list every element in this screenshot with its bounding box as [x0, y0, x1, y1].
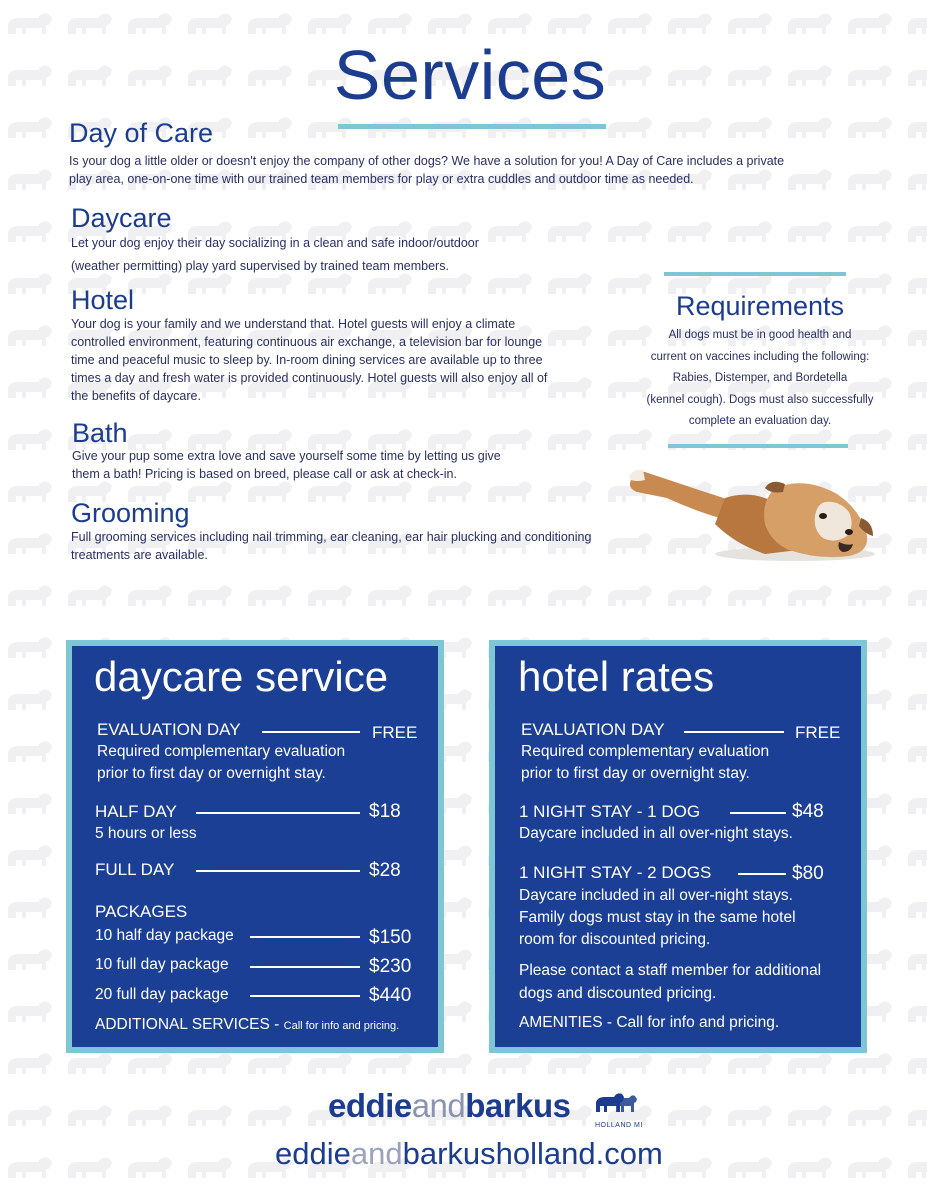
text-line: times a day and fresh water is provided continuously. Hotel guests will also enjoy all of	[71, 371, 548, 385]
package-price: $230	[369, 956, 412, 977]
dash-leader	[738, 873, 786, 875]
logo-subtitle: HOLLAND MI	[595, 1122, 643, 1129]
daycare-full-day-price: $28	[369, 860, 401, 881]
dash-leader	[250, 966, 360, 968]
dash-leader	[262, 731, 360, 733]
bulldog-photo	[625, 458, 880, 568]
dash-leader	[250, 995, 360, 997]
daycare-full-day-label: FULL DAY	[95, 860, 175, 879]
hotel-one-dog-desc: Daycare included in all over-night stays.	[519, 825, 793, 842]
daycare-half-day-price: $18	[369, 801, 401, 822]
hotel-evaluation-price: FREE	[795, 723, 841, 742]
logo-part: barkus	[465, 1087, 571, 1124]
dash-leader	[196, 812, 360, 814]
hotel-evaluation-label: EVALUATION DAY	[521, 720, 665, 739]
daycare-evaluation-desc-1: Required complementary evaluation	[97, 743, 346, 760]
text-line: (kennel cough). Dogs must also successfully	[646, 393, 874, 406]
dogs-logo-icon	[594, 1090, 638, 1116]
text-line: Let your dog enjoy their day socializing in a clean and safe indoor/outdoor	[71, 236, 479, 250]
page-title: Services	[333, 36, 607, 114]
requirements-bottom-rule	[668, 444, 848, 448]
hotel-one-dog-label: 1 NIGHT STAY - 1 DOG	[519, 802, 701, 821]
url-part: eddie	[275, 1136, 351, 1171]
text-line: treatments are available.	[71, 548, 208, 562]
hotel-evaluation-desc-2: prior to first day or overnight stay.	[521, 765, 750, 782]
service-heading-daycare: Daycare	[71, 203, 172, 233]
text-line: controlled environment, featuring continuous air exchange, a television bar for lounge	[71, 335, 543, 349]
hotel-two-dogs-label: 1 NIGHT STAY - 2 DOGS	[519, 863, 712, 882]
package-price: $150	[369, 927, 412, 948]
service-text-bath	[72, 447, 501, 483]
dash-leader	[250, 936, 360, 938]
hotel-contact-note-2: dogs and discounted pricing.	[519, 985, 717, 1002]
text-line: (weather permitting) play yard supervised by trained team members.	[71, 259, 449, 273]
daycare-half-day-label: HALF DAY	[95, 802, 177, 821]
text-line: time and peaceful music to sleep by. In-room dining services are available up to three	[71, 353, 543, 367]
additional-services-label: ADDITIONAL SERVICES -	[95, 1016, 284, 1033]
daycare-additional-services	[95, 1017, 399, 1033]
text-line: Rabies, Distemper, and Bordetella	[672, 372, 848, 385]
text-line: Your dog is your family and we understand that. Hotel guests will enjoy a climate	[71, 317, 516, 331]
url-part: and	[350, 1136, 403, 1171]
text-line: play area, one-on-one time with our trained team members for play or extra cuddles and outdoor time as needed.	[69, 172, 694, 186]
text-line: Give your pup some extra love and save yourself some time by letting us give	[72, 449, 501, 463]
daycare-evaluation-desc-2: prior to first day or overnight stay.	[97, 765, 326, 782]
hotel-two-dogs-desc-1: Daycare included in all over-night stays.	[519, 887, 793, 904]
package-price: $440	[369, 985, 412, 1006]
logo-part: and	[411, 1087, 466, 1124]
requirements-top-rule	[664, 272, 846, 276]
requirements-text	[620, 325, 900, 433]
hotel-two-dogs-desc-2: Family dogs must stay in the same hotel	[519, 909, 796, 926]
package-label: 10 half day package	[95, 927, 234, 944]
hotel-contact-note-1: Please contact a staff member for additional	[519, 962, 822, 979]
service-heading-bath: Bath	[72, 418, 128, 448]
service-text-hotel	[71, 315, 547, 405]
text-line: Full grooming services including nail trimming, ear cleaning, ear hair plucking and conditioning	[71, 530, 592, 544]
dash-leader	[730, 812, 786, 814]
package-label: 20 full day package	[95, 986, 229, 1003]
text-line: current on vaccines including the following:	[650, 350, 870, 363]
hotel-one-dog-price: $48	[792, 801, 824, 822]
brand-logo	[328, 1089, 570, 1122]
text-line: the benefits of daycare.	[71, 389, 201, 403]
daycare-evaluation-label: EVALUATION DAY	[97, 720, 241, 739]
daycare-half-day-desc: 5 hours or less	[95, 825, 197, 842]
package-label: 10 full day package	[95, 956, 229, 973]
service-text-grooming	[71, 528, 591, 564]
text-line: Is your dog a little older or doesn't enjoy the company of other dogs? We have a solution for you! A Day of Care includes a private	[69, 154, 785, 168]
service-text-daycare	[71, 234, 479, 275]
dash-leader	[684, 731, 784, 733]
hotel-panel-title: hotel rates	[518, 653, 715, 700]
text-line: complete an evaluation day.	[688, 415, 832, 428]
logo-part: eddie	[328, 1087, 412, 1124]
daycare-evaluation-price: FREE	[372, 723, 418, 742]
url-part: barkusholland.com	[402, 1136, 663, 1171]
hotel-evaluation-desc-1: Required complementary evaluation	[521, 743, 770, 760]
daycare-packages-label: PACKAGES	[95, 902, 188, 921]
daycare-panel-title: daycare service	[94, 653, 389, 700]
hotel-two-dogs-price: $80	[792, 863, 824, 884]
additional-services-note: Call for info and pricing.	[283, 1020, 400, 1032]
service-text-day-of-care	[69, 152, 784, 188]
title-underline	[338, 124, 606, 129]
hotel-two-dogs-desc-3: room for discounted pricing.	[519, 931, 711, 948]
website-url[interactable]	[275, 1138, 663, 1169]
hotel-amenities: AMENITIES - Call for info and pricing.	[519, 1014, 780, 1031]
dash-leader	[196, 870, 360, 872]
service-heading-day-of-care: Day of Care	[69, 118, 214, 148]
text-line: them a bath! Pricing is based on breed, please call or ask at check-in.	[72, 467, 457, 481]
service-heading-hotel: Hotel	[71, 285, 135, 315]
text-line: All dogs must be in good health and	[668, 329, 852, 341]
service-heading-grooming: Grooming	[71, 498, 190, 528]
requirements-heading: Requirements	[675, 291, 845, 321]
